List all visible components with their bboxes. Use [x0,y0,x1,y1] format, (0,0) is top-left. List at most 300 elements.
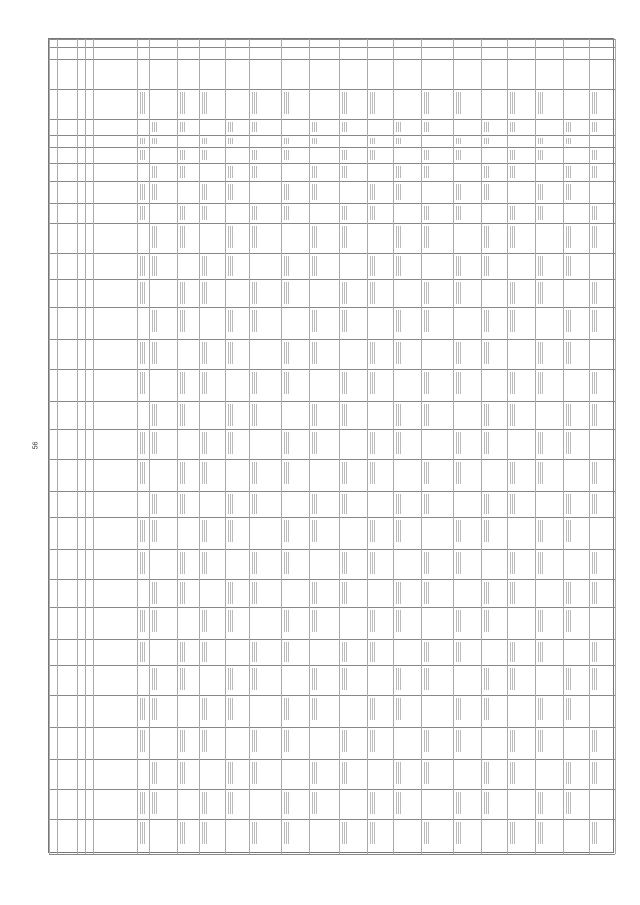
table-row-line [49,579,615,580]
cell-text-mark [140,610,145,632]
cell-text-mark [342,166,347,178]
cell-text-mark [592,552,597,574]
cell-text-mark [566,668,571,690]
cell-text-mark [312,404,317,426]
cell-text-mark [284,342,289,364]
cell-text-mark [342,92,347,114]
cell-text-mark [284,730,289,752]
cell-text-mark [396,582,401,604]
cell-text-mark [342,122,347,132]
cell-text-mark [202,642,207,662]
cell-text-mark [228,122,233,132]
cell-text-mark [456,372,461,394]
cell-text-mark [140,552,145,574]
cell-text-mark [424,668,429,690]
table-row-line [49,854,615,855]
cell-text-mark [342,582,347,604]
cell-text-mark [456,432,461,454]
cell-text-mark [252,494,257,514]
cell-text-mark [592,150,597,160]
cell-text-mark [180,668,185,690]
cell-text-mark [140,792,145,814]
cell-text-mark [284,792,289,814]
cell-text-mark [424,92,429,114]
rotated-budget-table [48,38,614,853]
cell-text-mark [538,730,543,752]
table-row-line [49,47,615,48]
cell-text-mark [396,698,401,720]
cell-text-mark [228,494,233,514]
cell-text-mark [252,226,257,248]
cell-text-mark [342,226,347,248]
table-column-line [589,39,590,854]
table-column-line [453,39,454,854]
cell-text-mark [284,822,289,844]
cell-text-mark [228,342,233,364]
cell-text-mark [566,494,571,514]
table-row-line [49,89,615,90]
table-row-line [49,727,615,728]
cell-text-mark [592,404,597,426]
cell-text-mark [140,138,145,144]
cell-text-mark [424,310,429,332]
cell-text-mark [252,668,257,690]
cell-text-mark [342,462,347,484]
cell-text-mark [424,372,429,394]
cell-text-mark [484,310,489,332]
cell-text-mark [228,610,233,632]
cell-text-mark [566,226,571,248]
cell-text-mark [510,282,515,304]
cell-text-mark [312,256,317,276]
cell-text-mark [396,610,401,632]
cell-text-mark [312,698,317,720]
cell-text-mark [180,462,185,484]
cell-text-mark [424,404,429,426]
cell-text-mark [396,310,401,332]
cell-text-mark [424,206,429,220]
cell-text-mark [538,282,543,304]
cell-text-mark [538,642,543,662]
cell-text-mark [538,92,543,114]
table-row-line [49,607,615,608]
cell-text-mark [456,552,461,574]
cell-text-mark [140,730,145,752]
cell-text-mark [566,256,571,276]
cell-text-mark [566,432,571,454]
cell-text-mark [592,494,597,514]
cell-text-mark [152,404,157,426]
cell-text-mark [538,792,543,814]
table-column-line [149,39,150,854]
cell-text-mark [370,206,375,220]
cell-text-mark [396,668,401,690]
cell-text-mark [228,432,233,454]
cell-text-mark [396,432,401,454]
cell-text-mark [456,256,461,276]
cell-text-mark [484,494,489,514]
cell-text-mark [566,138,571,144]
table-row-line [49,759,615,760]
cell-text-mark [370,642,375,662]
table-row-line [49,279,615,280]
cell-text-mark [396,122,401,132]
cell-text-mark [342,282,347,304]
cell-text-mark [180,822,185,844]
cell-text-mark [510,730,515,752]
cell-text-mark [152,166,157,178]
cell-text-mark [456,342,461,364]
table-row-line [49,369,615,370]
cell-text-mark [484,582,489,604]
cell-text-mark [456,184,461,200]
table-row-line [49,39,615,40]
cell-text-mark [370,520,375,542]
cell-text-mark [370,342,375,364]
cell-text-mark [484,610,489,632]
cell-text-mark [252,822,257,844]
cell-text-mark [180,150,185,160]
cell-text-mark [284,462,289,484]
cell-text-mark [510,166,515,178]
cell-text-mark [140,822,145,844]
table-row-line [49,549,615,550]
cell-text-mark [252,762,257,784]
cell-text-mark [180,404,185,426]
cell-text-mark [180,582,185,604]
cell-text-mark [424,552,429,574]
cell-text-mark [342,206,347,220]
cell-text-mark [152,582,157,604]
cell-text-mark [396,762,401,784]
cell-text-mark [180,92,185,114]
cell-text-mark [538,462,543,484]
table-column-line [177,39,178,854]
cell-text-mark [510,642,515,662]
cell-text-mark [252,552,257,574]
cell-text-mark [538,520,543,542]
cell-text-mark [592,668,597,690]
cell-text-mark [510,404,515,426]
table-column-line [615,39,616,854]
cell-text-mark [370,150,375,160]
cell-text-mark [228,698,233,720]
cell-text-mark [228,184,233,200]
cell-text-mark [566,582,571,604]
cell-text-mark [538,150,543,160]
cell-text-mark [202,698,207,720]
cell-text-mark [592,372,597,394]
cell-text-mark [538,372,543,394]
cell-text-mark [202,92,207,114]
cell-text-mark [342,310,347,332]
cell-text-mark [202,184,207,200]
cell-text-mark [152,494,157,514]
cell-text-mark [252,462,257,484]
cell-text-mark [566,404,571,426]
table-row-line [49,119,615,120]
cell-text-mark [312,122,317,132]
table-row-line [49,491,615,492]
cell-text-mark [424,462,429,484]
cell-text-mark [510,762,515,784]
cell-text-mark [342,494,347,514]
table-row-line [49,163,615,164]
cell-text-mark [592,282,597,304]
cell-text-mark [424,762,429,784]
cell-text-mark [152,698,157,720]
table-row-line [49,253,615,254]
cell-text-mark [140,520,145,542]
cell-text-mark [510,206,515,220]
table-column-line [199,39,200,854]
cell-text-mark [284,150,289,160]
cell-text-mark [484,792,489,814]
cell-text-mark [342,642,347,662]
cell-text-mark [180,122,185,132]
cell-text-mark [312,226,317,248]
cell-text-mark [566,520,571,542]
cell-text-mark [370,462,375,484]
cell-text-mark [152,184,157,200]
table-row-line [49,181,615,182]
cell-text-mark [140,256,145,276]
cell-text-mark [342,762,347,784]
cell-text-mark [396,184,401,200]
cell-text-mark [228,226,233,248]
cell-text-mark [370,730,375,752]
cell-text-mark [152,432,157,454]
cell-text-mark [456,520,461,542]
cell-text-mark [510,150,515,160]
cell-text-mark [456,610,461,632]
cell-text-mark [252,206,257,220]
cell-text-mark [140,432,145,454]
cell-text-mark [202,206,207,220]
cell-text-mark [152,342,157,364]
cell-text-mark [484,122,489,132]
cell-text-mark [424,226,429,248]
cell-text-mark [538,138,543,144]
cell-text-mark [202,730,207,752]
cell-text-mark [284,256,289,276]
cell-text-mark [180,762,185,784]
cell-text-mark [252,582,257,604]
table-row-line [49,665,615,666]
page-number: 56 [32,441,40,450]
cell-text-mark [538,552,543,574]
cell-text-mark [592,310,597,332]
table-row-line [49,307,615,308]
cell-text-mark [456,282,461,304]
cell-text-mark [284,610,289,632]
table-row-line [49,459,615,460]
table-column-line [249,39,250,854]
cell-text-mark [370,138,375,144]
cell-text-mark [342,404,347,426]
cell-text-mark [484,226,489,248]
cell-text-mark [396,404,401,426]
cell-text-mark [510,582,515,604]
cell-text-mark [370,698,375,720]
table-row-line [49,135,615,136]
cell-text-mark [312,610,317,632]
cell-text-mark [152,310,157,332]
cell-text-mark [312,342,317,364]
table-row-line [49,147,615,148]
cell-text-mark [312,166,317,178]
cell-text-mark [284,432,289,454]
cell-text-mark [370,282,375,304]
cell-text-mark [152,668,157,690]
cell-text-mark [180,730,185,752]
cell-text-mark [566,762,571,784]
table-row-line [49,429,615,430]
table-column-line [85,39,86,854]
cell-text-mark [538,206,543,220]
cell-text-mark [228,166,233,178]
cell-text-mark [566,166,571,178]
cell-text-mark [424,150,429,160]
cell-text-mark [312,582,317,604]
cell-text-mark [484,184,489,200]
cell-text-mark [312,668,317,690]
cell-text-mark [228,310,233,332]
cell-text-mark [342,822,347,844]
table-row-line [49,639,615,640]
cell-text-mark [140,462,145,484]
cell-text-mark [228,256,233,276]
cell-text-mark [312,520,317,542]
cell-text-mark [484,698,489,720]
cell-text-mark [180,310,185,332]
cell-text-mark [484,520,489,542]
table-column-line [225,39,226,854]
cell-text-mark [370,610,375,632]
cell-text-mark [456,792,461,814]
cell-text-mark [252,150,257,160]
cell-text-mark [252,642,257,662]
cell-text-mark [202,372,207,394]
cell-text-mark [152,138,157,144]
cell-text-mark [484,138,489,144]
cell-text-mark [592,762,597,784]
cell-text-mark [252,92,257,114]
cell-text-mark [180,282,185,304]
cell-text-mark [592,92,597,114]
table-row-line [49,401,615,402]
cell-text-mark [152,122,157,132]
cell-text-mark [456,642,461,662]
cell-text-mark [538,822,543,844]
cell-text-mark [342,552,347,574]
cell-text-mark [152,792,157,814]
cell-text-mark [484,668,489,690]
cell-text-mark [284,372,289,394]
cell-text-mark [424,582,429,604]
cell-text-mark [370,184,375,200]
cell-text-mark [228,520,233,542]
cell-text-mark [424,282,429,304]
cell-text-mark [202,342,207,364]
cell-text-mark [456,150,461,160]
cell-text-mark [566,122,571,132]
cell-text-mark [180,226,185,248]
cell-text-mark [592,226,597,248]
cell-text-mark [152,762,157,784]
cell-text-mark [312,138,317,144]
cell-text-mark [510,552,515,574]
cell-text-mark [396,792,401,814]
cell-text-mark [592,462,597,484]
cell-text-mark [342,668,347,690]
cell-text-mark [140,698,145,720]
cell-text-mark [396,494,401,514]
cell-text-mark [456,462,461,484]
cell-text-mark [396,226,401,248]
cell-text-mark [228,138,233,144]
cell-text-mark [484,256,489,276]
table-column-line [77,39,78,854]
cell-text-mark [484,762,489,784]
cell-text-mark [370,792,375,814]
cell-text-mark [252,310,257,332]
cell-text-mark [312,792,317,814]
cell-text-mark [484,404,489,426]
cell-text-mark [252,282,257,304]
cell-text-mark [284,552,289,574]
cell-text-mark [456,138,461,144]
cell-text-mark [566,310,571,332]
table-column-line [535,39,536,854]
table-row-line [49,819,615,820]
cell-text-mark [510,92,515,114]
cell-text-mark [152,226,157,248]
cell-text-mark [510,372,515,394]
cell-text-mark [312,762,317,784]
cell-text-mark [140,92,145,114]
cell-text-mark [252,372,257,394]
cell-text-mark [592,206,597,220]
cell-text-mark [202,792,207,814]
table-row-line [49,339,615,340]
cell-text-mark [396,138,401,144]
table-row-line [49,695,615,696]
cell-text-mark [312,494,317,514]
cell-text-mark [510,226,515,248]
table-column-line [49,39,50,854]
cell-text-mark [140,206,145,220]
cell-text-mark [202,520,207,542]
table-column-line [309,39,310,854]
cell-text-mark [228,792,233,814]
cell-text-mark [284,282,289,304]
cell-text-mark [228,582,233,604]
cell-text-mark [180,552,185,574]
cell-text-mark [252,166,257,178]
table-column-line [339,39,340,854]
cell-text-mark [396,520,401,542]
cell-text-mark [592,822,597,844]
cell-text-mark [180,372,185,394]
cell-text-mark [566,792,571,814]
cell-text-mark [538,610,543,632]
cell-text-mark [284,698,289,720]
cell-text-mark [202,150,207,160]
cell-text-mark [202,610,207,632]
cell-text-mark [370,432,375,454]
cell-text-mark [140,642,145,662]
